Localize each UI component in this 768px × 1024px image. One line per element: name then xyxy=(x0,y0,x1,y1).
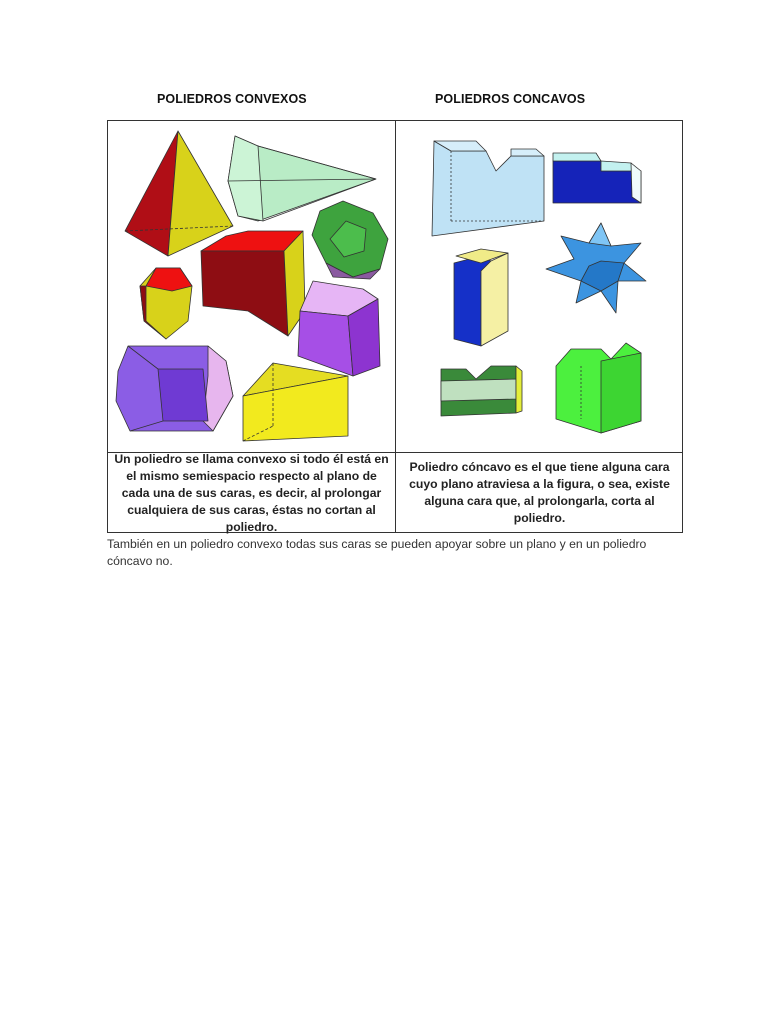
notched-prism-figure xyxy=(432,141,544,236)
triangular-prism-figure xyxy=(243,363,348,441)
footnote-text: También en un poliedro convexo todas sus caras se pueden apoyar sobre un plano y en un poliedro cóncavo no. xyxy=(107,537,647,568)
l-prism-figure xyxy=(556,343,641,433)
hexagonal-prism-figure xyxy=(116,346,233,431)
concave-heading: POLIEDROS CONCAVOS xyxy=(435,92,586,106)
dodecahedron-figure xyxy=(312,201,388,279)
folded-prism-figure xyxy=(454,249,508,346)
convex-definition: Un poliedro se llama convexo si todo él está en el mismo semiespacio respecto al plano de cada una de sus caras, es decir, al prolongar cualquiera de sus caras, éstas no cortan al poliedro. xyxy=(114,451,389,534)
concave-definition: Poliedro cóncavo es el que tiene alguna cara cuyo plano atraviesa a la figura, o sea, existe alguna cara que, al prolongarla, corta al poliedro. xyxy=(409,460,670,525)
concave-polyhedra-illustration xyxy=(396,121,683,452)
irregular-prism-figure xyxy=(298,281,380,376)
rhombohedron-figure xyxy=(140,268,192,339)
convex-polyhedra-illustration xyxy=(108,121,395,452)
truncated-prism-figure xyxy=(201,231,305,336)
notched-bar-figure xyxy=(441,366,522,416)
step-prism-figure xyxy=(553,153,641,203)
convex-heading: POLIEDROS CONVEXOS xyxy=(157,92,307,106)
tetrahedron-figure xyxy=(125,131,233,256)
stellated-dodecahedron-figure xyxy=(546,223,646,313)
